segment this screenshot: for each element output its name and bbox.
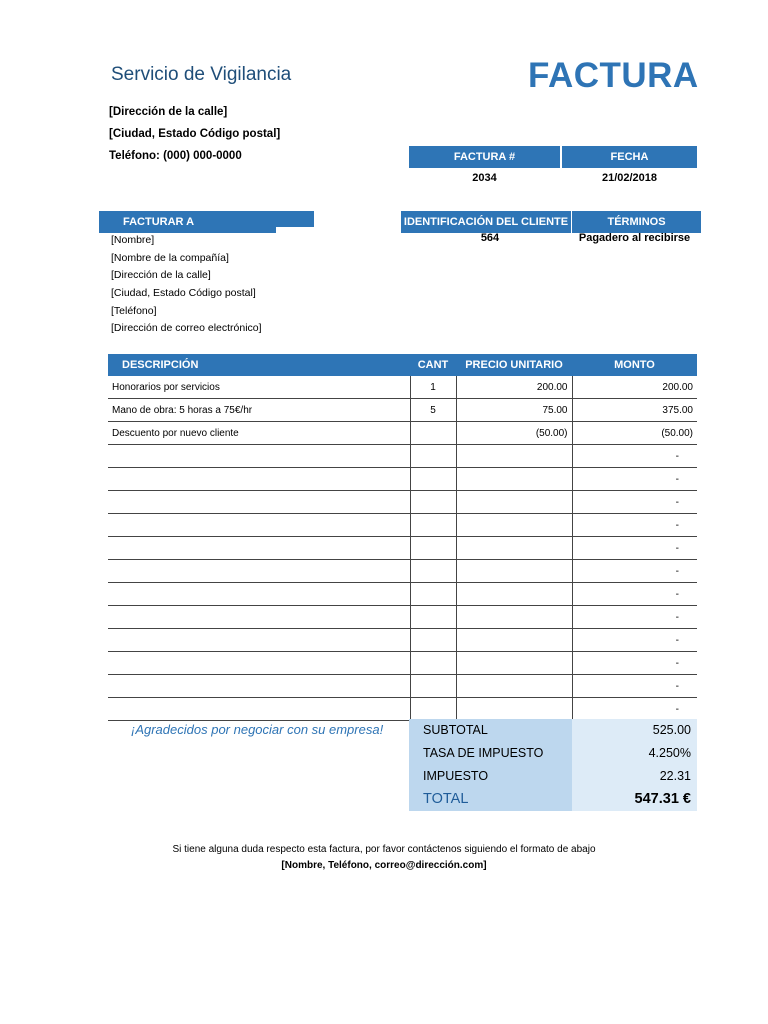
table-row bbox=[108, 537, 697, 560]
subtotal-label: SUBTOTAL bbox=[409, 719, 572, 742]
item-qty bbox=[410, 468, 456, 491]
tax-rate-value: 4.250% bbox=[572, 742, 697, 765]
item-unit-price: 75.00 bbox=[456, 399, 572, 422]
item-unit-price bbox=[456, 629, 572, 652]
bill-to-header: FACTURAR A bbox=[99, 211, 314, 233]
item-description bbox=[108, 514, 410, 537]
item-qty bbox=[410, 606, 456, 629]
item-amount: - bbox=[572, 537, 697, 560]
item-amount: - bbox=[572, 583, 697, 606]
invoice-date: 21/02/2018 bbox=[601, 172, 658, 184]
item-amount: - bbox=[572, 560, 697, 583]
document-title: FACTURA bbox=[528, 56, 699, 95]
table-row bbox=[108, 399, 697, 422]
item-description: Honorarios por servicios bbox=[108, 376, 410, 399]
bill-to-email: [Dirección de correo electrónico] bbox=[111, 322, 262, 334]
item-unit-price bbox=[456, 468, 572, 491]
item-amount: 200.00 bbox=[572, 376, 697, 399]
total-value: 547.31 € bbox=[572, 788, 697, 811]
item-qty bbox=[410, 491, 456, 514]
column-header-qty: CANT bbox=[410, 354, 456, 376]
item-qty bbox=[410, 583, 456, 606]
table-row bbox=[108, 376, 697, 399]
item-qty bbox=[410, 652, 456, 675]
client-id-header: IDENTIFICACIÓN DEL CLIENTE bbox=[401, 211, 571, 233]
company-name: Servicio de Vigilancia bbox=[111, 64, 292, 85]
item-amount: - bbox=[572, 445, 697, 468]
bill-to-city: [Ciudad, Estado Código postal] bbox=[111, 287, 256, 299]
item-unit-price bbox=[456, 583, 572, 606]
item-description bbox=[108, 652, 410, 675]
table-row bbox=[108, 675, 697, 698]
column-header-description: DESCRIPCIÓN bbox=[108, 354, 410, 376]
table-row bbox=[108, 468, 697, 491]
bill-to-header-notch bbox=[276, 227, 314, 233]
item-amount: - bbox=[572, 491, 697, 514]
table-row bbox=[108, 514, 697, 537]
table-row bbox=[108, 560, 697, 583]
item-amount: - bbox=[572, 468, 697, 491]
table-row bbox=[108, 652, 697, 675]
bill-to-phone: [Teléfono] bbox=[111, 305, 157, 317]
item-qty bbox=[410, 698, 456, 721]
item-description bbox=[108, 629, 410, 652]
item-amount: - bbox=[572, 629, 697, 652]
column-header-unit-price: PRECIO UNITARIO bbox=[456, 354, 572, 376]
item-description bbox=[108, 583, 410, 606]
item-unit-price: (50.00) bbox=[456, 422, 572, 445]
item-qty bbox=[410, 537, 456, 560]
totals-box bbox=[409, 719, 697, 811]
item-amount: - bbox=[572, 675, 697, 698]
item-amount: 375.00 bbox=[572, 399, 697, 422]
invoice-date-header: FECHA bbox=[562, 146, 697, 168]
invoice-number-header: FACTURA # bbox=[409, 146, 560, 168]
terms-header: TÉRMINOS bbox=[572, 211, 701, 233]
item-amount: - bbox=[572, 652, 697, 675]
table-row bbox=[108, 583, 697, 606]
footer-contact-note: Si tiene alguna duda respecto esta factura, por favor contáctenos siguiendo el formato de abajo bbox=[172, 844, 596, 855]
client-id: 564 bbox=[480, 232, 500, 244]
item-description bbox=[108, 606, 410, 629]
subtotal-row bbox=[409, 719, 697, 742]
item-qty bbox=[410, 422, 456, 445]
tax-rate-row bbox=[409, 742, 697, 765]
item-qty: 5 bbox=[410, 399, 456, 422]
table-row bbox=[108, 698, 697, 721]
item-description bbox=[108, 698, 410, 721]
invoice-number: 2034 bbox=[472, 172, 497, 184]
item-unit-price bbox=[456, 537, 572, 560]
item-unit-price bbox=[456, 675, 572, 698]
column-header-amount: MONTO bbox=[572, 354, 697, 376]
tax-row bbox=[409, 765, 697, 788]
item-amount: - bbox=[572, 514, 697, 537]
company-phone: Teléfono: (000) 000-0000 bbox=[109, 150, 242, 162]
item-qty bbox=[410, 629, 456, 652]
bill-to-name: [Nombre] bbox=[111, 234, 155, 246]
payment-terms: Pagadero al recibirse bbox=[578, 232, 691, 244]
table-row bbox=[108, 491, 697, 514]
item-qty bbox=[410, 675, 456, 698]
item-description bbox=[108, 560, 410, 583]
item-qty bbox=[410, 560, 456, 583]
bill-to-street: [Dirección de la calle] bbox=[111, 269, 211, 281]
item-description: Mano de obra: 5 horas a 75€/hr bbox=[108, 399, 410, 422]
tax-label: IMPUESTO bbox=[409, 765, 572, 788]
item-description bbox=[108, 491, 410, 514]
line-items-header-row bbox=[108, 354, 697, 376]
total-label: TOTAL bbox=[409, 788, 572, 811]
table-row bbox=[108, 606, 697, 629]
item-amount: (50.00) bbox=[572, 422, 697, 445]
company-address-line2: [Ciudad, Estado Código postal] bbox=[109, 128, 281, 140]
subtotal-value: 525.00 bbox=[572, 719, 697, 742]
item-description bbox=[108, 537, 410, 560]
item-unit-price bbox=[456, 514, 572, 537]
company-address-line1: [Dirección de la calle] bbox=[109, 106, 228, 118]
item-qty: 1 bbox=[410, 376, 456, 399]
line-items-table bbox=[108, 354, 697, 721]
item-amount: - bbox=[572, 698, 697, 721]
item-description bbox=[108, 675, 410, 698]
item-unit-price bbox=[456, 560, 572, 583]
tax-value: 22.31 bbox=[572, 765, 697, 788]
table-row bbox=[108, 445, 697, 468]
item-unit-price bbox=[456, 445, 572, 468]
item-qty bbox=[410, 445, 456, 468]
item-unit-price: 200.00 bbox=[456, 376, 572, 399]
item-unit-price bbox=[456, 652, 572, 675]
item-qty bbox=[410, 514, 456, 537]
thank-you-message: ¡Agradecidos por negociar con su empresa! bbox=[131, 722, 384, 737]
total-row bbox=[409, 788, 697, 811]
item-unit-price bbox=[456, 606, 572, 629]
item-amount: - bbox=[572, 606, 697, 629]
item-unit-price bbox=[456, 491, 572, 514]
item-description bbox=[108, 468, 410, 491]
table-row bbox=[108, 629, 697, 652]
tax-rate-label: TASA DE IMPUESTO bbox=[409, 742, 572, 765]
bill-to-company: [Nombre de la compañía] bbox=[111, 252, 229, 264]
footer-contact-format: [Nombre, Teléfono, correo@dirección.com] bbox=[281, 860, 487, 871]
item-description: Descuento por nuevo cliente bbox=[108, 422, 410, 445]
item-description bbox=[108, 445, 410, 468]
table-row bbox=[108, 422, 697, 445]
item-unit-price bbox=[456, 698, 572, 721]
